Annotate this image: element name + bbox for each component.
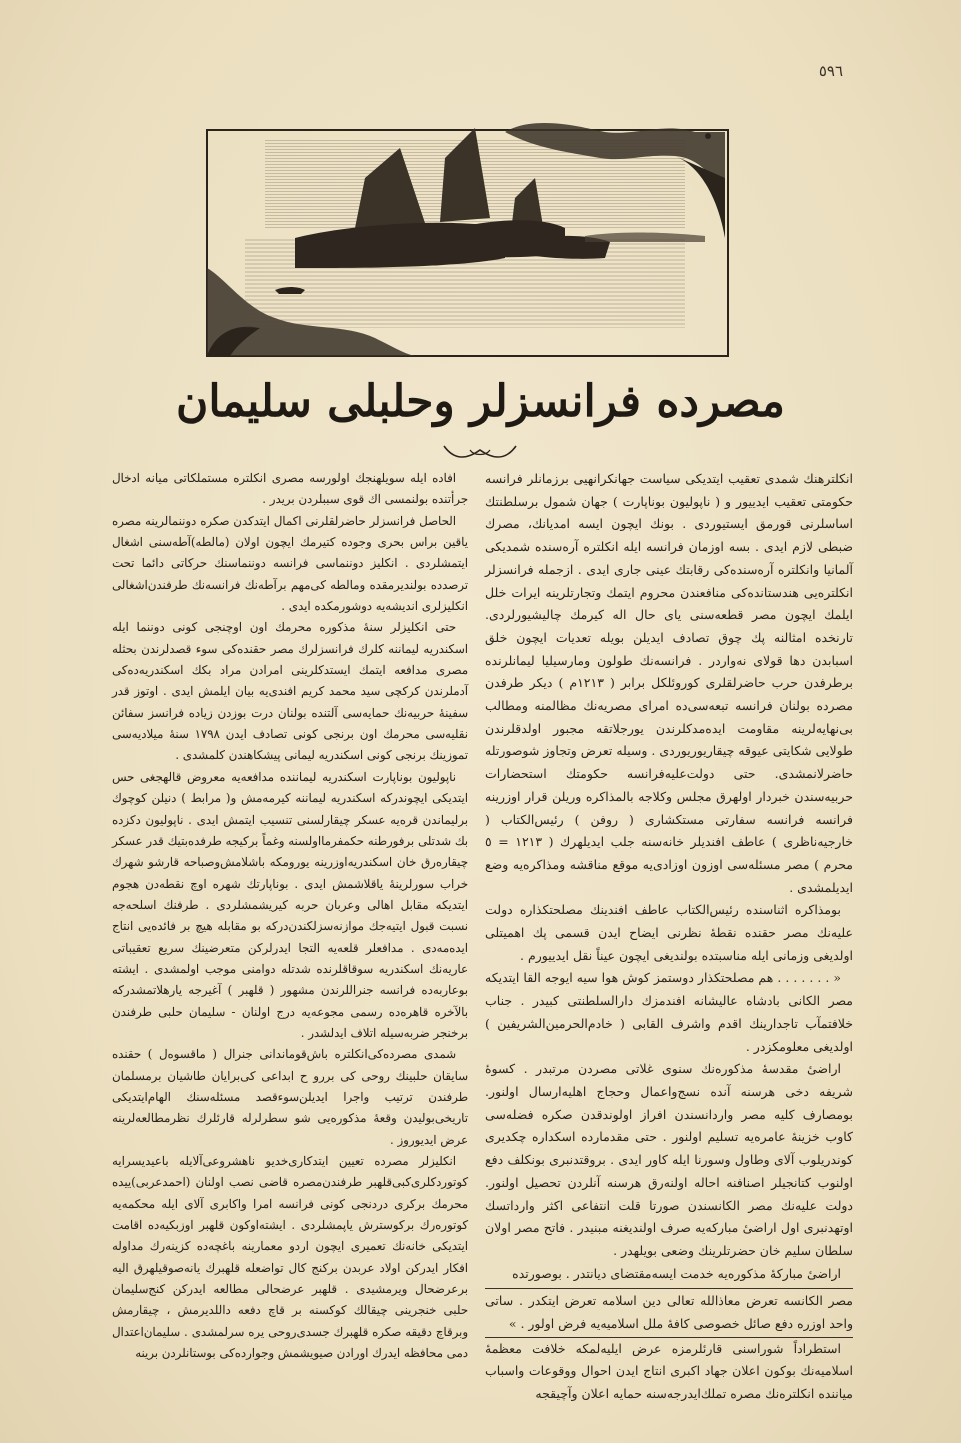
left-paragraph-5: شمدی مصرده‌کی‌انکلتره باش‌قوماندانی جنرال ( ماقسوه‌ل ) حقنده سایقان حلبینك روحی کی بررو ح ابداعی کی‌برایان طاشیان برمسلمان طرفندن ترتیب واجرا ایدیلن‌سوءقصد مسئله‌سنك الهام‌ایتدیکی تاریخی‌بولیدن وقعهٔ مذکوره‌یی شو سطرلرله قارئلرك نظرمطالعه‌لرینه عرض ایدیوروز .: [112, 1047, 468, 1147]
right-paragraph-4: اراضیٔ مقدسهٔ مذکوره‌نك سنوی غلاتی مصردن مرتبدر . کسوهٔ شریفه دخی هرسنه آنده نسج‌واعمال وحجاج اهلیه‌ارسال اولنور. بومصارف کلیه مصر واردانسندن افراز اولوندقدن صکره فضله‌سی کاوب خزینهٔ عامره‌یه تسلیم اولنور . حتی مقدمارده اسکداره چکدیری کوندریلوب آلای وطاول وسورنا ایله کاور ایدی . بروقتدنبری بونکلف دفع اولنوب کتانجیلر اصنافنه احاله اولنه‌رق هرسنه آنلردن تحصیل اولنور. دولت علیه‌نك مصر الکانسندن صورتا قلت انتفاعی اکثر وارداتسك اوتهدنبری اول اراضیٔ مبارکه‌یه صرف اولندیغنه مبنیدر . فاتح مصر اولان سلطان سلیم خان حضرتلرینك وضعی بویلهدر .: [485, 1061, 853, 1258]
header-illustration: [205, 118, 730, 358]
right-column: [485, 468, 853, 1406]
right-paragraph-2: بومذاکره اثناسنده رئیس‌الکتاب عاطف افندینك مصلحتکذاره دولت علیه‌نك مصر حقنده نقطهٔ نظرنی ایضاح ایدن قسمی پك اهمیتلی اولدیغی وزمانی ایله مناسبتده بولندیغی ایچون عیناً نقل ایدییورم .: [485, 902, 853, 963]
left-column: [112, 468, 468, 1364]
footnote-paragraph: استطراداً شوراسنی قارئلرمزه عرض ایلیه‌لمکه خلافت معظمهٔ اسلامیه‌نك بوکون اعلان جهاد اکبری انتاج ایدن احوال ووقوعات واسباب میاننده انکلتره‌نك مصره تملك‌ایدرجه‌سنه حمایه اعلان وآچیقجه: [485, 1340, 853, 1402]
boxed-quote: [485, 1288, 853, 1337]
article-title: مصرده فرانسزلر وحلبلی سلیمان: [176, 376, 785, 427]
page-number: ٥٩٦: [818, 62, 843, 80]
left-paragraph-4: ناپولیون بوناپارت اسکندریه لیماننده مدافعه‌یه معروض قالهجغی حس ایتدیکی ایچوندرکه اسکندریه لیماننه کیرمه‌مش و( مرابط ) دنیلن کوچوك برلیماندن قره‌یه عسکر چیقارلسنی تنسیب ایتمش ایدی . ناپولیون دکزده بك شدتلی برفورطنه حکمفرمااولسنه وغماً برکیجه طرفده‌بتیك قدر عسکر چیقاره‌رق خان اسکندریه‌اوزرینه یورومکه باشلامش‌وصباحه قارشو شهرك خراب سورلرینهٔ یاقلاشمش ایدی . بوناپارتك شهره اوچ نقطه‌دن هجوم ایتدیکه مقابل اهالی وعربان حربه کیریشمشلردی . طرفنك اسلحه‌جه نسبت قبول ایتیه‌جك موازنه‌سزلکندن‌درکه بو مقابله هیچ بر فائده‌یی انتاج ایده‌مه‌دی . مدافعلر قلعه‌یه التجا ایدرلرکن متعرضینك سریع تعقیباتی عاریه‌نك اسکندریه سوقاقلرنده شدتله دوامنی موجب اولمشدی . ایشته بوعاربه‌ده فرانسه جنراللرندن مشهور ( قلهبر ) آغیرجه یارهلاتمشدرکه بالآخره قاهره‌ده رسمی مجوعه‌یه درج اولنان - سلیمان حلبی طرفندن برخنجر ضربه‌سیله اتلاف ایدلشدر .: [112, 769, 468, 1040]
right-paragraph-1: انکلترهنك شمدی تعقیب ایتدیکی سیاست جهانکرانهیی برزمانلر فرانسه حکومتی تعقیب ایدییور و ( ناپولیون بوناپارت ) جهان شمول برسلطنتك اساسلرنی قورمق ایستیوردی . بونك ایچون ایسه امدیانك، مصرك ضبطی لازم ایدی . بسه اوزمان فرانسه ایله انکلتره آره‌سنده شمدیکی آلمانیا وانکلتره آره‌سنده‌کی رقابتك عینی جاری ایدی . ازجمله فرانسزلر انکلتره‌یی هندستانده‌کی منافعندن محروم ایتمك وتجارتلرینه ایرات خلل ایلمك ایچون مصر قطعه‌سنی یای حال اله کیرمك چالیشیورلردی. تارنخده امثالنه پك چوق تصادف ایدیلن بویله تعدیات ایچون خلق اسبابدن دها قولای نه‌واردر . فرانسه‌نك طولون ومارسیلیا لیمانلرنده برطرفدن حرب حاضرلقلری کوروئلکل برابر ( ١٢١٣م ) دیکر طرفدن مصرده بولنان فرانسه تبعه‌سی‌ده امرای مصریه‌نك مظالمنه ومطالب بی‌نهایه‌لرینه مقاومت ایده‌مدکلرندن یورجلاتقه مجبور اولدقلرندن طولایی شکایتی عیوقه چیقاریوریوردی . وسیله تعرض وتجاوز شوصورتله حاضرلانمشدی. حتی دولت‌علیه‌فرانسه حکومتك استحضارات حربیه‌سندن خبردار اولهرق مجلس وکلاجه بالمذاکره وریلن قرار اوزرینه فرانسه فرانسه سفارتی مستکشاری ( روفن ) رئیس‌الکتاب ( خارجیه‌ناظری ) عاطف افندیلر خانه‌سنه جلب ایدیلهرك ( ١٢١٣ = ٥ محرم ) مصر مسئله‌سی اوزون اوزادی‌یه موقع مناقشه ومذاکره‌یه وضع ایدیلمشدی .: [485, 471, 854, 895]
boxed-quote-text: مصر الکانسه تعرض معاذالله تعالی دین اسلامه تعرض ایتکدر . ساتی واحد اوزره دفع صائل خصوصی کافهٔ ملل اسلامیه‌یه فرض اولور . »: [485, 1293, 853, 1332]
left-paragraph-2: الحاصل فرانسزلر حاضرلقلرنی اکمال ایتدکدن صکره دوننمالرینه مصره یاقین براس بحری وجوده کتیرمك ایچون اولان (مالطه)آطه‌سنی اشغال ایتمشلردی . انکلیز دوننماسی فرانسه دوننماسنك حرکاتی دائما تحت ترصدده بولندیرمقده ومالطه کی‌مهم برآطه‌نك فرانسه‌نك طرفندن‌اشغالی انکلیزلری اندیشه‌یه دوشورمکده ایدی .: [112, 513, 468, 614]
right-paragraph-3: « . . . . . . . هم مصلحتکذار دوستمز کوش هوا سیه ایوجه القا ایتدیکه مصر الکانی بادشاه عالیشانه افندمزك دارالسلطنتی کبیدر . جناب خلافتمآب تاجدارینك اقدم واشرف القابی ( خادم‌الحرمین‌الشریفین ) اولدیغی معلومکزدر .: [485, 970, 853, 1054]
title-ornament: [440, 440, 520, 462]
left-paragraph-6: انکلیزلر مصرده تعیین ایتدکاری‌خدیو ناهشروعی‌آلایله باعیدیسرایه کوتوردکلری‌کبی‌قلهبر طرفندن‌مصره قاضی نصب اولنان (احمدعربی)ییده محرمك برکری دردنجی کونی فرانسه امرا واکابری آلای ایله محکمه‌یه کوتوره‌رك برکوسترش یاپمشلردی . ایشته‌اوکون قلهبر اوزبکیه‌ده اقامت ایتدیکی خانه‌نك تعمیری ایچون اردو معمارینه باغچه‌ده کزینه‌رك مداوله افکار ایدرکن اولاد عربدن برکنج کال تواضعله قلهبرك یانه‌صوقیلهرق الیه برعرضحال ویرمشیدی . قلهبر عرضحالی مطالعه ایدرکن کنج‌سلیمان حلبی خنجرینی چیقالك کوکسنه بر قاچ دفعه داللدیرمش ، چیقارمش وبرقاچ دقیقه صکره قلهبرك جسدی‌روحی یره سرلمشدی . سلیمان‌اعتدال دمی محافظه ایدرك اورادن صیویشمش وجوارده‌کی بوستانلردن برینه: [112, 1154, 468, 1361]
right-paragraph-5: اراضیٔ مبارکهٔ مذکوره‌یه خدمت ایسه‌مقتضای دیانتدر . بوصورتده: [512, 1265, 841, 1281]
left-paragraph-1: افاده ایله سویلهنجك اولورسه مصری انکلتره مستملکاتی میانه ادخال جرأتنده بولنمسی اك قوی سببلردن بریدر .: [112, 471, 468, 507]
left-paragraph-3: حتی انکلیزلر سنهٔ مذکوره محرمك اون اوچنجی کونی دوننما ایله اسکندریه لیماننه کلرك فرانسزلرك مصر حقنده‌کی سوء قصدلرندن بحثله مصری مدافعه ایتمك ایستدکلرینی امرادن مراد بکك اسکندریه‌ده‌کی آدملرندن کرکچی سید محمد کریم افندی‌یه بیان ایلمش ایدی . اوتوز قدر سفینهٔ حربیه‌نك حمایه‌سی آلتنده بولنان درت بوزدن زیاده فرانسز سفائن نقلیه‌سی محرمك اون برنجی کونی تصادف ایدن ١٧٩٨ سنهٔ میلادیه‌سی تموزینك برنجی کونی اسکندریه لیمانی پیشکاهندن کلمشدی .: [112, 620, 469, 763]
